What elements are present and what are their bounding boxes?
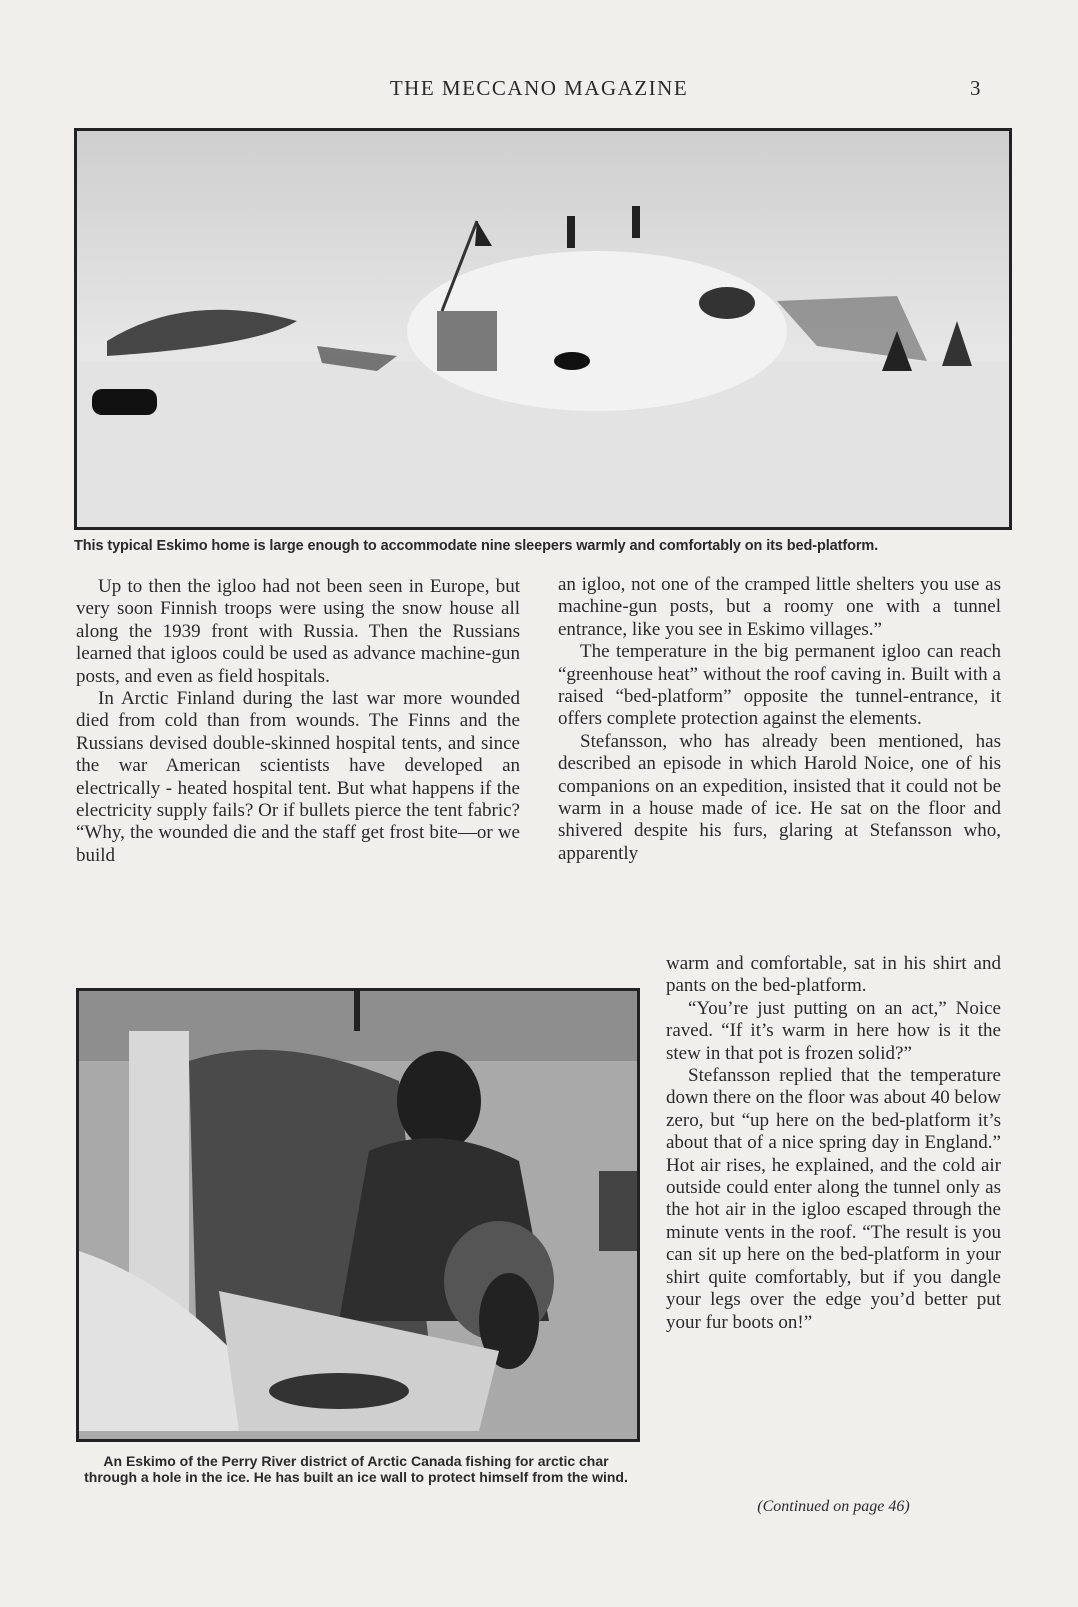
paragraph: Up to then the igloo had not been seen in Europe, but very soon Finnish troops were using the snow house all along the 1939 front with Russia. Then the Russians learned that igloos could be used as advance machine-gun posts, and even as field hospitals.	[76, 576, 520, 687]
continued-note: (Continued on page 46)	[757, 1498, 910, 1515]
paragraph: Stefansson, who has already been mentioned, has described an episode in which Harold Noice, one of his companions on an expedition, insisted that it could not be warm in a house made of ice. He sat on the floor and shivered despite his furs, glaring at Stefansson who, apparently	[558, 730, 1001, 864]
article-right-column	[558, 574, 1001, 865]
paragraph: In Arctic Finland during the last war more wounded died from cold than from wounds. The Finns and the Russians devised double-skinned hospital tents, and since the war American scientists have developed an electrically - heated hospital tent. But what happens if the electricity supply fails? Or if bullets pierce the tent fabric? “Why, the wounded die and the staff get frost bite—or we build	[76, 688, 520, 866]
figure-1-caption: This typical Eskimo home is large enough to accommodate nine sleepers warmly and comfortably on its bed-platform.	[74, 538, 879, 554]
paragraph: warm and comfortable, sat in his shirt and pants on the bed-platform.	[666, 953, 1001, 997]
page-number: 3	[970, 76, 981, 100]
eskimo-fishing-photo	[76, 988, 640, 1442]
running-header	[0, 74, 1078, 104]
figure-2-caption: An Eskimo of the Perry River district of Arctic Canada fishing for arctic char through a hole in the ice. He has built an ice wall to protect himself from the wind.	[84, 1453, 628, 1485]
paragraph: Stefansson replied that the temperature down there on the floor was about 40 below zero, but “up here on the bed-platform it’s about that of a nice spring day in England.” Hot air rises, he explained, and the cold air outside could enter along the tunnel only as the hot air in the igloo escaped through the minute vents in the roof. “The result is you can sit up here on the bed-platform in your shirt quite comfortably, but if you dangle your legs over the edge you’d better put your fur boots on!”	[666, 1065, 1001, 1333]
article-left-column	[76, 576, 520, 867]
magazine-title: THE MECCANO MAGAZINE	[389, 76, 689, 100]
paragraph: “You’re just putting on an act,” Noice raved. “If it’s warm in here how is it the stew in that pot is frozen solid?”	[666, 997, 1001, 1064]
article-right-column-continued	[666, 953, 1001, 1334]
paragraph: The temperature in the big permanent igloo can reach “greenhouse heat” without the roof caving in. Built with a raised “bed-platform” opposite the tunnel-entrance, it offers complete protection against the elements.	[558, 641, 1001, 730]
paragraph: an igloo, not one of the cramped little shelters you use as machine-gun posts, but a roomy one with a tunnel entrance, like you see in Eskimo villages.”	[558, 574, 1001, 640]
igloo-photo	[74, 128, 1012, 530]
